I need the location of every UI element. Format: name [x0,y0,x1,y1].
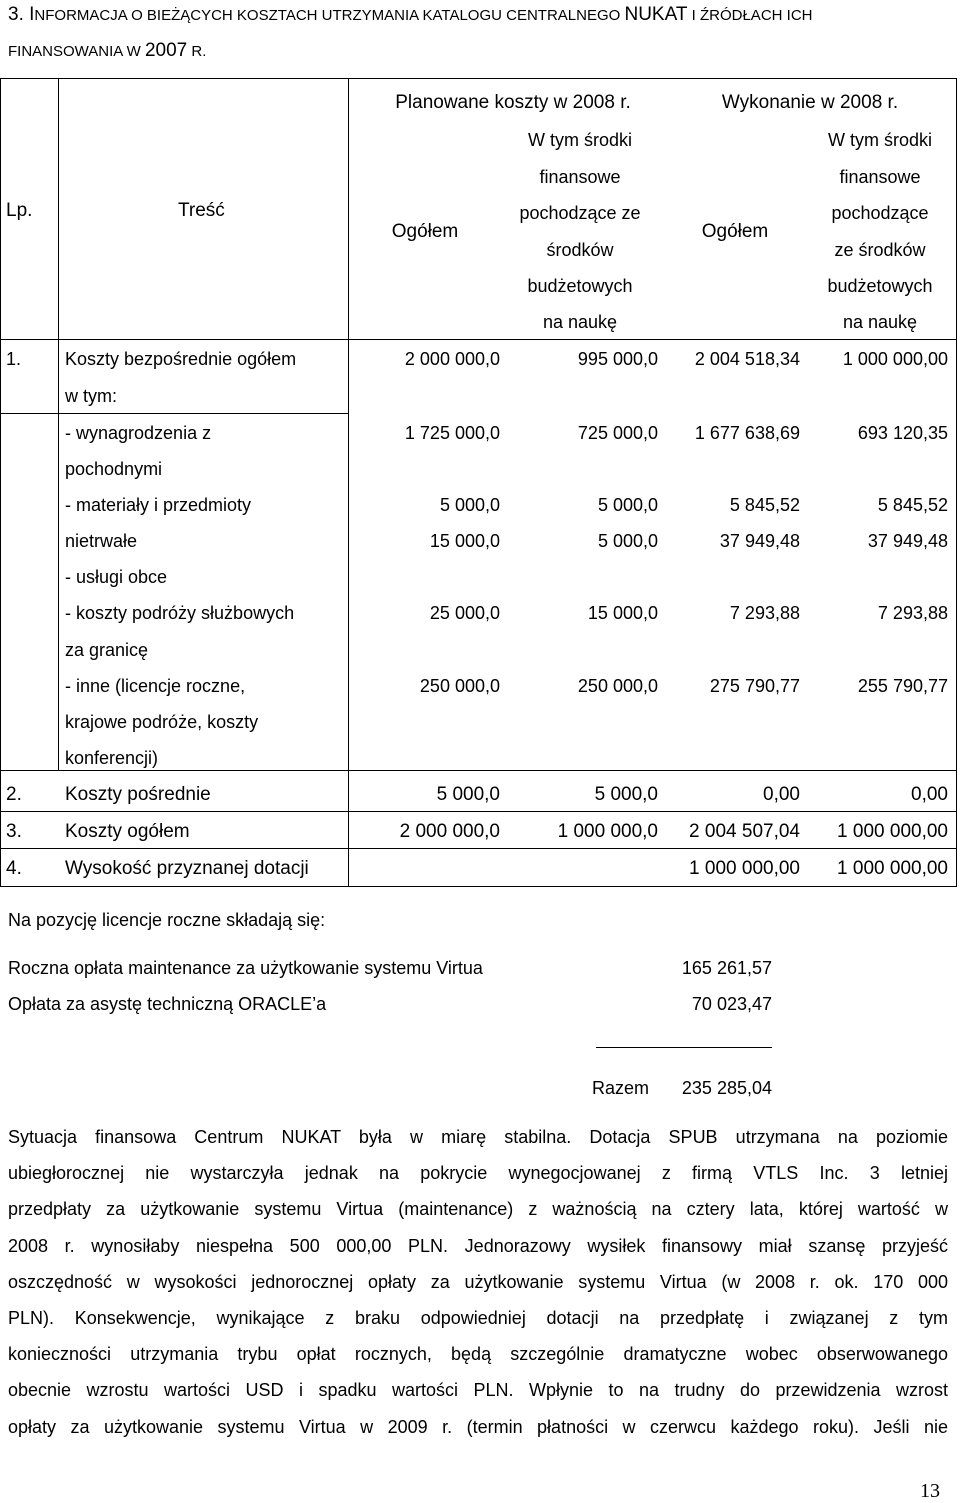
row-label: Koszty bezpośrednie ogółem [65,349,297,369]
row-label: - wynagrodzenia z [65,423,212,443]
license-item-value: 165 261,57 [681,958,772,978]
row-label: nietrwałe [65,531,138,551]
value-cell: 255 790,77 [857,676,948,696]
heading-smallcaps-end: I ŹRÓDŁACH ICH [687,7,813,24]
value-cell: 5 845,52 [729,495,800,515]
row-number: 3. [6,821,22,842]
header-sub-a-line: na naukę [542,312,618,332]
value-cell: 2 000 000,0 [399,821,500,842]
header-planned: Planowane koszty w 2008 r. [395,92,631,113]
paragraph-line: konieczności utrzymania trybu opłat rocznych, będą szczególnie dramatyczne wobec obserwowanego [8,1344,948,1364]
value-cell: 2 004 518,34 [694,349,800,369]
row-divider-3 [0,811,957,812]
heading-initial: I [29,4,35,25]
row-label: Koszty ogółem [65,821,190,842]
value-cell: 693 120,35 [857,423,948,443]
row-label: krajowe podróże, koszty [65,712,259,732]
row-divider-1 [0,413,348,414]
row-label: pochodnymi [65,459,163,479]
paragraph-line: PLN). Konsekwencje, wynikające z braku odpowiedniej dotacji na przedpłatę i związanej z tym [8,1308,948,1328]
licenses-intro: Na pozycję licencje roczne składają się: [8,910,326,930]
header-sub-b-line: ze środków [834,240,926,260]
value-cell: 15 000,0 [587,603,658,623]
total-value: 235 285,04 [681,1078,772,1098]
row-label: - koszty podróży służbowych [65,603,295,623]
value-cell: 15 000,0 [429,531,500,551]
header-sub-a-line: budżetowych [527,276,633,296]
value-cell: 5 845,52 [877,495,948,515]
row-number: 4. [6,858,22,879]
total-label: Razem [592,1078,650,1098]
value-cell: 5 000,0 [436,784,500,805]
paragraph-line: obecnie wzrostu wartości USD i spadku wartości PLN. Wpłynie to na trudny do przewidzenia wzrost [8,1380,948,1400]
header-sub-a-line: środków [546,240,614,260]
value-cell: 1 725 000,0 [404,423,500,443]
header-ogolem-planned: Ogółem [391,221,459,242]
paragraph-line: opłaty za użytkowanie systemu Virtua w 2009 r. (termin płatności w czerwcu każdego roku). Jeśli nie [8,1417,948,1437]
value-cell: 725 000,0 [577,423,658,443]
header-sub-a-line: pochodzące ze [519,203,641,223]
col-divider-tresc [348,78,349,887]
row-divider-header [0,339,957,340]
col-divider-lp [58,78,59,770]
header-sub-b-line: W tym środki [827,130,932,150]
section-heading-line2 [8,40,206,63]
value-cell: 37 949,48 [719,531,800,551]
value-cell: 7 293,88 [877,603,948,623]
heading2-r: R. [187,43,207,60]
value-cell: 25 000,0 [429,603,500,623]
value-cell: 5 000,0 [439,495,500,515]
heading-smallcaps: NFORMACJA O BIEŻĄCYCH KOSZTACH UTRZYMANIA KATALOGU CENTRALNEGO [34,7,625,24]
value-cell: 250 000,0 [419,676,500,696]
value-cell: 5 000,0 [597,531,658,551]
row-number: 1. [6,349,22,369]
header-ogolem-executed: Ogółem [701,221,769,242]
value-cell: 1 677 638,69 [694,423,800,443]
row-label: Koszty pośrednie [65,784,211,805]
paragraph-line: ubiegłorocznej nie wystarczyła jednak na pokrycie wynegocjowanej z firmą VTLS Inc. 3 letniej [8,1163,948,1183]
header-sub-b-line: budżetowych [827,276,933,296]
value-cell: 2 000 000,0 [404,349,500,369]
license-item-label: Opłata za asystę techniczną ORACLE’a [8,994,327,1014]
header-executed: Wykonanie w 2008 r. [721,92,899,113]
paragraph-line: przedpłaty za użytkowanie systemu Virtua (maintenance) z ważnością na cztery lata, której wartość w [8,1199,948,1219]
value-cell: 1 000 000,0 [557,821,658,842]
header-sub-b-line: pochodzące [831,203,929,223]
heading2-year: 2007 [144,40,188,61]
header-sub-b-line: finansowe [839,167,921,187]
table-border-left [0,78,1,887]
section-heading [8,4,812,27]
heading2-smallcaps: FINANSOWANIA W [8,43,145,60]
header-sub-a-line: W tym środki [527,130,632,150]
row-divider-4 [0,848,957,849]
row-label: Wysokość przyznanej dotacji [65,858,309,879]
table-border-bottom [0,886,957,887]
row-number: 2. [6,784,22,805]
value-cell: 275 790,77 [709,676,800,696]
table-border-top [0,78,957,79]
license-item-value: 70 023,47 [691,994,772,1014]
value-cell: 1 000 000,00 [842,349,948,369]
table-border-right [956,78,957,887]
header-sub-a-line: finansowe [539,167,621,187]
license-item-label: Roczna opłata maintenance za użytkowanie systemu Virtua [8,958,483,978]
value-cell: 0,00 [763,784,800,805]
heading-number: 3. [8,4,30,25]
value-cell: 1 000 000,00 [837,858,948,879]
row-label: konferencji) [65,748,159,768]
header-sub-b-line: na naukę [842,312,918,332]
header-lp: Lp. [6,200,33,221]
row-label: w tym: [65,386,117,406]
value-cell: 1 000 000,00 [837,821,948,842]
heading-nukat: NUKAT [624,4,688,25]
value-cell: 1 000 000,00 [689,858,800,879]
row-divider-2 [0,770,957,771]
value-cell: 7 293,88 [729,603,800,623]
value-cell: 250 000,0 [577,676,658,696]
value-cell: 37 949,48 [867,531,948,551]
paragraph-line: oszczędność w wysokości jednorocznej opłaty za użytkowanie systemu Virtua (w 2008 r. ok. 170 000 [8,1272,948,1292]
row-label: - inne (licencje roczne, [65,676,246,696]
sum-underline [596,1047,772,1048]
value-cell: 5 000,0 [597,495,658,515]
paragraph-line: Sytuacja finansowa Centrum NUKAT była w miarę stabilna. Dotacja SPUB utrzymana na poziomie [8,1127,948,1147]
value-cell: 995 000,0 [577,349,658,369]
value-cell: 2 004 507,04 [689,821,800,842]
value-cell: 5 000,0 [594,784,658,805]
row-label: za granicę [65,640,149,660]
value-cell: 0,00 [911,784,948,805]
header-tresc: Treść [178,200,225,221]
row-label: - usługi obce [65,567,168,587]
row-label: - materiały i przedmioty [65,495,252,515]
paragraph-line: 2008 r. wynosiłaby niespełna 500 000,00 PLN. Jednorazowy wysiłek finansowy miał szansę przyjeść [8,1236,948,1256]
page-number: 13 [920,1480,940,1502]
